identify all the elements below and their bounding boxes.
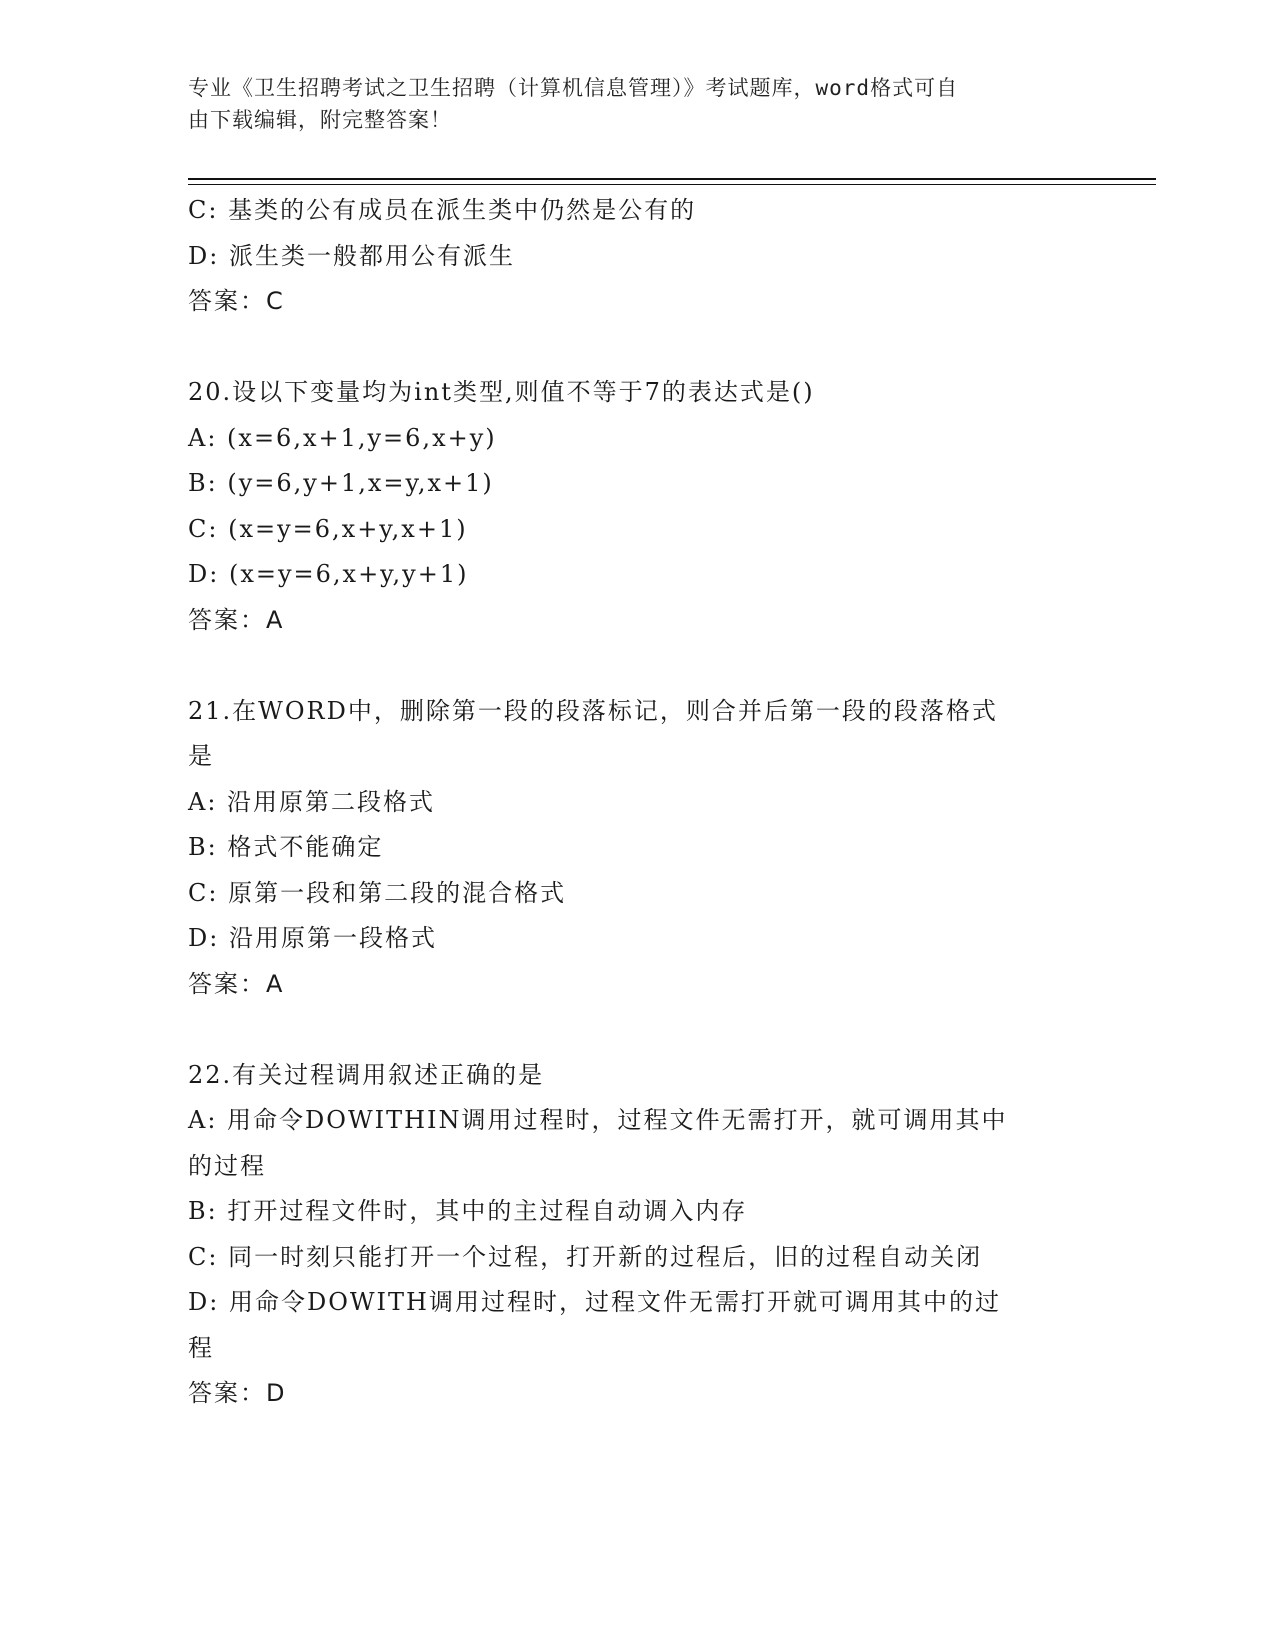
question-prev <box>188 188 1088 325</box>
option-c: C: (x=y=6,x+y,x+1) <box>188 514 468 543</box>
header-line-1: 专业《卫生招聘考试之卫生招聘（计算机信息管理）》考试题库，word格式可自 <box>188 76 959 100</box>
question-text: 21.在WORD中，删除第一段的段落标记，则合并后第一段的段落格式 <box>188 696 998 725</box>
option-d: D: 派生类一般都用公有派生 <box>188 241 515 270</box>
header-divider-thin <box>188 184 1156 185</box>
header-divider-thick <box>188 178 1156 180</box>
answer-line: 答案：D <box>188 1379 287 1407</box>
option-d: D: 用命令DOWITH调用过程时，过程文件无需打开就可调用其中的过 <box>188 1288 1001 1316</box>
question-content <box>188 188 1088 1417</box>
answer-line: 答案：A <box>188 969 285 998</box>
question-22 <box>188 1053 1088 1417</box>
spacer <box>188 325 1088 371</box>
option-c: C: 基类的公有成员在派生类中仍然是公有的 <box>188 196 697 224</box>
option-b: B: 格式不能确定 <box>188 833 384 861</box>
option-c: C: 同一时刻只能打开一个过程，打开新的过程后，旧的过程自动关闭 <box>188 1242 983 1271</box>
option-b: B: (y=6,y+1,x=y,x+1) <box>188 469 494 497</box>
question-text-cont: 是 <box>188 742 214 770</box>
answer-line: 答案：A <box>188 605 285 634</box>
question-20 <box>188 370 1088 643</box>
option-d-cont: 程 <box>188 1333 214 1362</box>
question-21 <box>188 689 1088 1008</box>
option-a: A: 用命令DOWITHIN调用过程时，过程文件无需打开，就可调用其中 <box>188 1106 1008 1134</box>
header-line-2: 由下载编辑，附完整答案！ <box>188 108 452 132</box>
option-c: C: 原第一段和第二段的混合格式 <box>188 878 567 907</box>
option-b: B: 打开过程文件时，其中的主过程自动调入内存 <box>188 1197 748 1225</box>
question-text: 22.有关过程调用叙述正确的是 <box>188 1060 545 1089</box>
option-a-cont: 的过程 <box>188 1151 266 1180</box>
spacer <box>188 1007 1088 1053</box>
option-d: D: (x=y=6,x+y,y+1) <box>188 560 469 588</box>
option-d: D: 沿用原第一段格式 <box>188 924 437 952</box>
option-a: A: 沿用原第二段格式 <box>188 787 436 816</box>
answer-line: 答案：C <box>188 287 285 315</box>
spacer <box>188 643 1088 689</box>
option-a: A: (x=6,x+1,y=6,x+y) <box>188 423 497 452</box>
question-text: 20.设以下变量均为int类型,则值不等于7的表达式是() <box>188 378 815 406</box>
document-header <box>188 72 1068 136</box>
